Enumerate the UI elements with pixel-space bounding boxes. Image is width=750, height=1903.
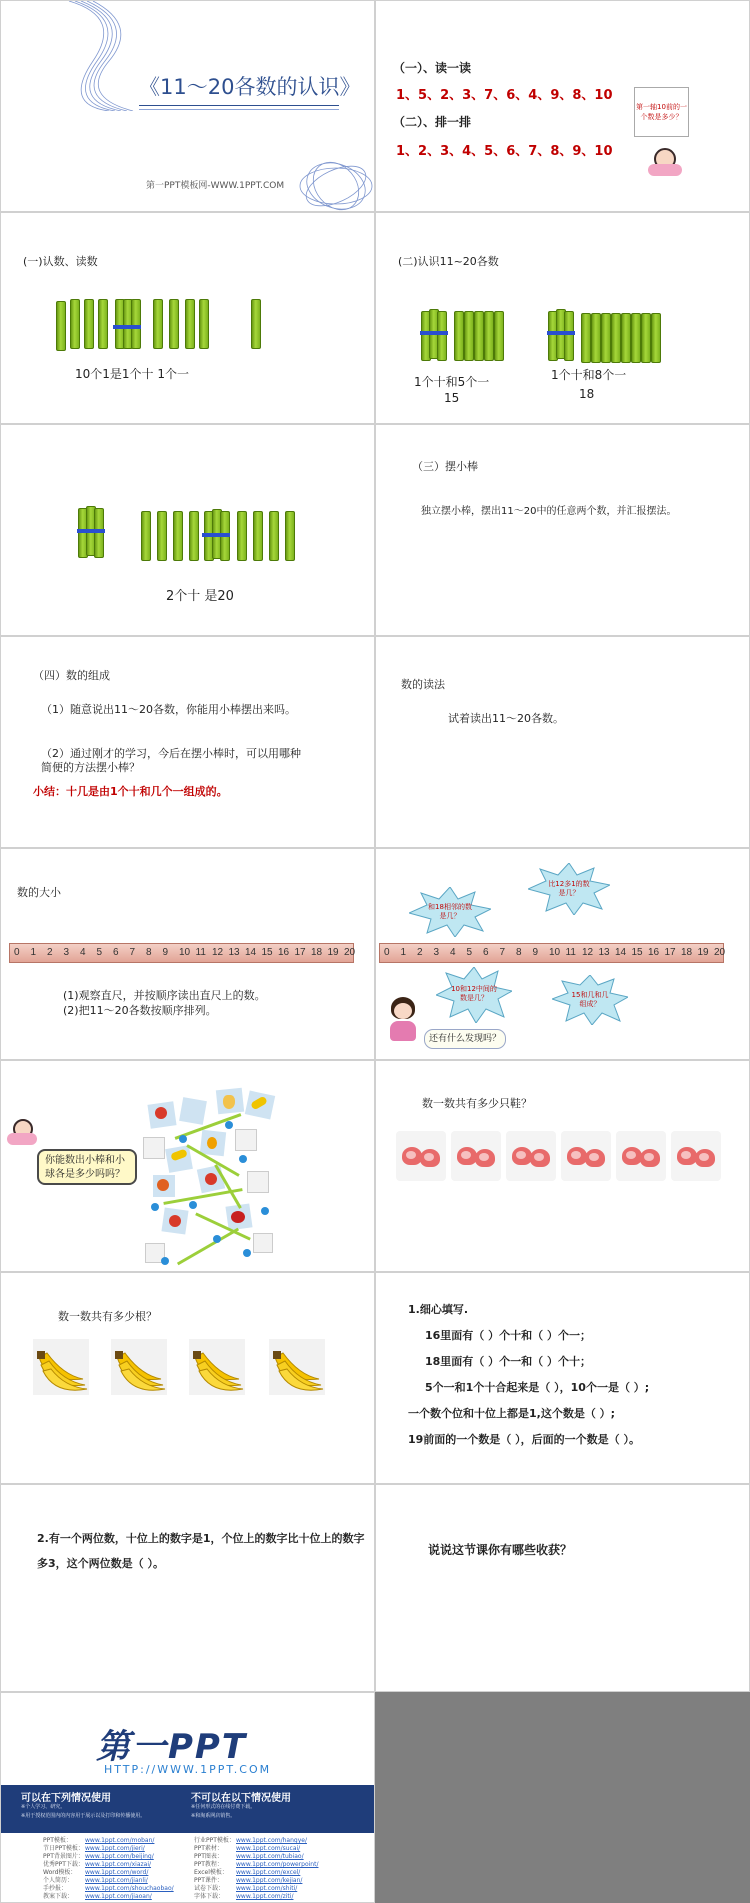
ruler-tick-label: 4 <box>80 947 86 958</box>
stick <box>251 299 261 349</box>
teacher-girl-icon <box>386 997 420 1043</box>
ruler-tick-label: 17 <box>664 947 676 958</box>
resource-link-row[interactable] <box>194 1861 318 1869</box>
stick <box>131 299 141 349</box>
read-numbers: 1、5、2、3、7、6、4、9、8、10 <box>396 88 613 103</box>
number-a: 15 <box>444 391 460 405</box>
slide-2-read <box>375 0 750 212</box>
resource-link-row[interactable] <box>194 1837 307 1845</box>
question-text-1: 和18相邻的数是几？ <box>428 903 472 920</box>
ruler-tick-label: 1 <box>400 947 407 958</box>
stick <box>285 511 295 561</box>
fill-line-5: 19前面的一个数是（ ），后面的一个数是（ ）。 <box>408 1433 640 1446</box>
ruler-tick-label: 4 <box>450 947 456 958</box>
can-use-1: ※个人学习、研究。 <box>21 1804 66 1810</box>
ruler-tick-label: 18 <box>311 947 323 958</box>
compose-q1: （1）随意说出11～20各数，你能用小棒摆出来吗。 <box>41 703 296 716</box>
slide-15-problem <box>0 1484 375 1692</box>
resource-link-label: PPT教程： <box>194 1861 223 1868</box>
problem-line-1: 2.有一个两位数，十位上的数字是1，个位上的数字比十位上的数字 <box>37 1532 365 1545</box>
slide-13-bananas <box>0 1272 375 1484</box>
stick <box>94 508 104 558</box>
cannot-use-title: 不可以在以下情况使用 <box>191 1793 291 1804</box>
stick <box>253 511 263 561</box>
stick <box>494 311 504 361</box>
slide-16-summary <box>375 1484 750 1692</box>
stick <box>464 311 474 361</box>
ruler-tick-label: 8 <box>516 947 522 958</box>
summary-question: 说说这节课你有哪些收获？ <box>428 1543 573 1557</box>
resource-link-label: Excel模板： <box>194 1869 228 1876</box>
resource-link-label: PPT模板： <box>43 1837 72 1844</box>
stick <box>601 313 611 363</box>
stick <box>641 313 651 363</box>
ruler-left <box>9 943 354 963</box>
question-bubble-text: 你能数出小棒和小球各是多少吗吗？ <box>45 1155 125 1180</box>
ruler-tick-label: 13 <box>228 947 240 958</box>
question-text-3: 10和12中间的数是几？ <box>451 985 497 1002</box>
ribbon-decoration-top <box>61 1 141 111</box>
resource-link-url[interactable]: www.1ppt.com/shouchaobao/ <box>85 1885 174 1892</box>
ruler-tick-label: 12 <box>212 947 224 958</box>
can-use-title: 可以在下列情况使用 <box>21 1793 111 1804</box>
stick <box>56 301 66 351</box>
ruler-tick-label: 7 <box>129 947 136 958</box>
resource-link-label: Word模板： <box>43 1869 77 1876</box>
resource-link-row[interactable] <box>43 1885 174 1893</box>
question-bubble <box>37 1149 137 1185</box>
read-heading: （一）、读一读 <box>393 61 472 75</box>
empty-gray-cell <box>375 1692 750 1903</box>
stick <box>70 299 80 349</box>
resource-link-row[interactable] <box>43 1853 154 1861</box>
objects-illustration <box>143 1085 283 1265</box>
resource-link-row[interactable] <box>194 1885 297 1893</box>
resource-link-url[interactable]: www.1ppt.com/tubiao/ <box>236 1853 304 1860</box>
cartoon-girl-icon <box>646 146 684 178</box>
slipper-pair-icon <box>451 1131 501 1181</box>
stick <box>581 313 591 363</box>
ruler-tick-label: 3 <box>433 947 440 958</box>
resource-link-label: 试卷下载： <box>194 1885 225 1892</box>
ruler-tick-label: 18 <box>681 947 693 958</box>
rubber-band <box>77 529 105 533</box>
compose-q2a: （2）通过刚才的学习，今后在摆小棒时，可以用哪种 <box>41 747 301 760</box>
count-title: (一)认数、读数 <box>23 255 98 268</box>
stick <box>141 511 151 561</box>
ruler-tick-label: 1 <box>30 947 37 958</box>
resource-link-row[interactable] <box>194 1845 300 1853</box>
slipper-pair-icon <box>561 1131 611 1181</box>
resource-link-label: 节日PPT模板： <box>43 1845 84 1852</box>
resource-link-row[interactable] <box>194 1869 300 1877</box>
stick <box>169 299 179 349</box>
question-burst-2 <box>528 863 610 915</box>
resource-link-url[interactable]: www.1ppt.com/sucai/ <box>236 1845 301 1852</box>
ruler-tick-label: 0 <box>14 947 20 958</box>
order-numbers: 1、2、3、4、5、6、7、8、9、10 <box>396 144 613 159</box>
resource-link-url[interactable]: www.1ppt.com/moban/ <box>85 1837 155 1844</box>
title-underline <box>139 105 339 106</box>
resource-link-label: 行业PPT模板： <box>194 1837 235 1844</box>
question-text-4: 15和几和几组成？ <box>571 991 609 1008</box>
stick <box>157 511 167 561</box>
ruler-tick-label: 9 <box>162 947 169 958</box>
stick <box>189 511 199 561</box>
lesson-title: 《11～20各数的认识》 <box>139 75 361 99</box>
ruler-tick-label: 15 <box>261 947 273 958</box>
fill-line-2: 18里面有（ ）个一和（ ）个十； <box>425 1355 591 1368</box>
note-text: 第一轴10前的一个数是多少？ <box>636 103 687 121</box>
reading-body: 试着读出11～20各数。 <box>448 712 564 725</box>
speech-text: 还有什么发现吗？ <box>428 1034 501 1044</box>
resource-link-label: 字体下载： <box>194 1893 225 1900</box>
ruler-tick-label: 19 <box>697 947 709 958</box>
rubber-band <box>420 331 448 335</box>
resource-link-label: PPT背景图片： <box>43 1853 84 1860</box>
rubber-band <box>113 325 141 329</box>
ruler-tick-label: 19 <box>327 947 339 958</box>
note-box <box>634 87 689 137</box>
stick <box>269 511 279 561</box>
ruler-tick-label: 7 <box>499 947 506 958</box>
ruler-tick-label: 11 <box>565 947 576 958</box>
twenty-caption: 2个十 是20 <box>166 589 234 604</box>
stick <box>454 311 464 361</box>
shoes-title: 数一数共有多少只鞋？ <box>422 1097 532 1110</box>
ruler-tick-label: 5 <box>466 947 473 958</box>
resource-link-url[interactable]: www.1ppt.com/jiaoan/ <box>85 1893 152 1900</box>
stick <box>611 313 621 363</box>
slide-7-compose <box>0 636 375 848</box>
resource-link-row[interactable] <box>43 1869 148 1877</box>
banana-bunch-icon <box>111 1339 167 1395</box>
brand-url[interactable]: HTTP://WWW.1PPT.COM <box>104 1763 272 1776</box>
stick <box>621 313 631 363</box>
stick <box>631 313 641 363</box>
ruler-tick-label: 2 <box>417 947 423 958</box>
arrange-title: （三）摆小棒 <box>412 460 478 473</box>
stick <box>237 511 247 561</box>
resource-link-url[interactable]: www.1ppt.com/xiazai/ <box>85 1861 152 1868</box>
ruler-tick-label: 3 <box>63 947 70 958</box>
banana-bunch-icon <box>269 1339 325 1395</box>
question-text-2: 比12多1的数是几？ <box>548 880 590 897</box>
resource-link-url[interactable]: www.1ppt.com/ziti/ <box>236 1893 294 1900</box>
stick <box>474 311 484 361</box>
fill-line-1: 16里面有（ ）个十和（ ）个一； <box>425 1329 591 1342</box>
stick <box>564 311 574 361</box>
resource-link-label: 教案下载： <box>43 1893 74 1900</box>
slide-14-fill <box>375 1272 750 1484</box>
rubber-band <box>202 533 230 537</box>
number-b: 18 <box>579 387 595 401</box>
size-q1: (1)观察直尺，并按顺序读出直尺上的数。 <box>63 989 266 1002</box>
stick <box>437 311 447 361</box>
resource-link-url[interactable]: www.1ppt.com/beijing/ <box>85 1853 154 1860</box>
ruler-tick-label: 11 <box>195 947 206 958</box>
speech-bubble <box>424 1029 506 1049</box>
slide-17-brand <box>0 1692 375 1903</box>
slide-12-shoes <box>375 1060 750 1272</box>
ruler-tick-label: 20 <box>344 947 356 958</box>
stick <box>84 299 94 349</box>
ribbon-decoration-bottom <box>296 156 375 212</box>
resource-link-url[interactable]: www.1ppt.com/word/ <box>85 1869 149 1876</box>
resource-link-url[interactable]: www.1ppt.com/shiti/ <box>236 1885 298 1892</box>
ruler-tick-label: 13 <box>598 947 610 958</box>
stick <box>484 311 494 361</box>
rubber-band <box>547 331 575 335</box>
ruler-tick-label: 17 <box>294 947 306 958</box>
stick <box>173 511 183 561</box>
ruler-right <box>379 943 724 963</box>
fill-line-3: 5个一和1个十合起来是（ ），10个一是（ ）; <box>425 1381 650 1394</box>
slide-3-count <box>0 212 375 424</box>
fill-heading: 1.细心填写. <box>408 1303 469 1316</box>
resource-link-row[interactable] <box>43 1837 154 1845</box>
question-burst-1 <box>409 887 491 937</box>
resource-link-url[interactable]: www.1ppt.com/excel/ <box>236 1869 301 1876</box>
resource-link-row[interactable] <box>43 1877 148 1885</box>
resource-link-url[interactable]: www.1ppt.com/kejian/ <box>236 1877 303 1884</box>
ruler-tick-label: 14 <box>615 947 627 958</box>
slide-6-arrange <box>375 424 750 636</box>
resource-link-label: PPT图表： <box>194 1853 223 1860</box>
ruler-tick-label: 15 <box>631 947 643 958</box>
compose-summary: 小结：十几是由1个十和几个一组成的。 <box>33 785 228 798</box>
ruler-tick-label: 2 <box>47 947 53 958</box>
resource-link-row[interactable] <box>194 1853 304 1861</box>
slide-8-reading <box>375 636 750 848</box>
compose-q2b: 简便的方法摆小棒？ <box>41 761 140 774</box>
order-heading: （二）、排一排 <box>393 115 472 129</box>
resource-link-row[interactable] <box>43 1893 152 1901</box>
resource-link-label: PPT课件： <box>194 1877 223 1884</box>
ruler-tick-label: 12 <box>582 947 594 958</box>
resource-link-url[interactable]: www.1ppt.com/jieri/ <box>85 1845 145 1852</box>
resource-link-row[interactable] <box>43 1861 151 1869</box>
fill-line-4: 一个数个位和十位上都是1,这个数是（ ）; <box>408 1407 616 1420</box>
slide-5-twenty <box>0 424 375 636</box>
resource-link-label: 个人简历： <box>43 1877 74 1884</box>
ruler-tick-label: 10 <box>549 947 561 958</box>
stick <box>153 299 163 349</box>
slipper-pair-icon <box>616 1131 666 1181</box>
ruler-tick-label: 16 <box>648 947 660 958</box>
banana-bunch-icon <box>189 1339 245 1395</box>
resource-link-url[interactable]: www.1ppt.com/jianli/ <box>85 1877 148 1884</box>
banana-bunch-icon <box>33 1339 89 1395</box>
resource-link-label: 手抄报： <box>43 1885 68 1892</box>
stick <box>199 299 209 349</box>
slipper-pair-icon <box>671 1131 721 1181</box>
info-bar <box>1 1785 375 1833</box>
brand-logo: 第一PPT <box>96 1727 248 1767</box>
bananas-title: 数一数共有多少根？ <box>58 1310 157 1323</box>
slide-4-recognize <box>375 212 750 424</box>
slipper-pair-icon <box>506 1131 556 1181</box>
resource-link-row[interactable] <box>194 1893 293 1901</box>
slide-11-picture <box>0 1060 375 1272</box>
ruler-tick-label: 14 <box>245 947 257 958</box>
count-caption: 10个1是1个十 1个一 <box>75 367 189 381</box>
resource-link-label: PPT素材： <box>194 1845 223 1852</box>
ruler-tick-label: 5 <box>96 947 103 958</box>
caption-a: 1个十和5个一 <box>414 375 490 389</box>
ruler-tick-label: 9 <box>532 947 539 958</box>
resource-link-url[interactable]: www.1ppt.com/powerpoint/ <box>236 1861 319 1868</box>
caption-b: 1个十和8个一 <box>551 368 627 382</box>
site-label: 第一PPT模板网-WWW.1PPT.COM <box>146 181 285 191</box>
stick <box>591 313 601 363</box>
ruler-tick-label: 16 <box>278 947 290 958</box>
resource-link-row[interactable] <box>194 1877 302 1885</box>
reading-title: 数的读法 <box>401 678 445 691</box>
slide-10-questions <box>375 848 750 1060</box>
question-burst-4 <box>552 975 628 1025</box>
ruler-tick-label: 8 <box>146 947 152 958</box>
ruler-tick-label: 20 <box>714 947 726 958</box>
resource-link-row[interactable] <box>43 1845 145 1853</box>
problem-line-2: 多3，这个两位数是（ ）。 <box>37 1557 164 1570</box>
resource-link-label: 优秀PPT下载： <box>43 1861 84 1868</box>
cannot-use-1: ※任何形式的在线付费下载。 <box>191 1804 256 1810</box>
can-use-2: ※用于授权范围内的内容用于展示以及打印和传播使用。 <box>21 1813 146 1819</box>
ruler-tick-label: 6 <box>483 947 489 958</box>
slide-1-title <box>0 0 375 212</box>
stick <box>98 299 108 349</box>
question-burst-3 <box>436 967 512 1023</box>
slide-9-size <box>0 848 375 1060</box>
ruler-tick-label: 6 <box>113 947 119 958</box>
recognize-title: (二)认识11~20各数 <box>398 255 499 268</box>
title-underline-2 <box>139 109 339 110</box>
stick <box>185 299 195 349</box>
size-title: 数的大小 <box>17 886 61 899</box>
arrange-body: 独立摆小棒，摆出11～20中的任意两个数，并汇报摆法。 <box>421 506 677 517</box>
cannot-use-2: ※和淘系网店销售。 <box>191 1813 236 1819</box>
cartoon-girl-icon <box>7 1117 37 1147</box>
compose-title: （四）数的组成 <box>33 669 110 682</box>
stick <box>651 313 661 363</box>
slipper-pair-icon <box>396 1131 446 1181</box>
size-q2: (2)把11～20各数按顺序排列。 <box>63 1004 217 1017</box>
ruler-tick-label: 0 <box>384 947 390 958</box>
ruler-tick-label: 10 <box>179 947 191 958</box>
resource-link-url[interactable]: www.1ppt.com/hangye/ <box>236 1837 307 1844</box>
